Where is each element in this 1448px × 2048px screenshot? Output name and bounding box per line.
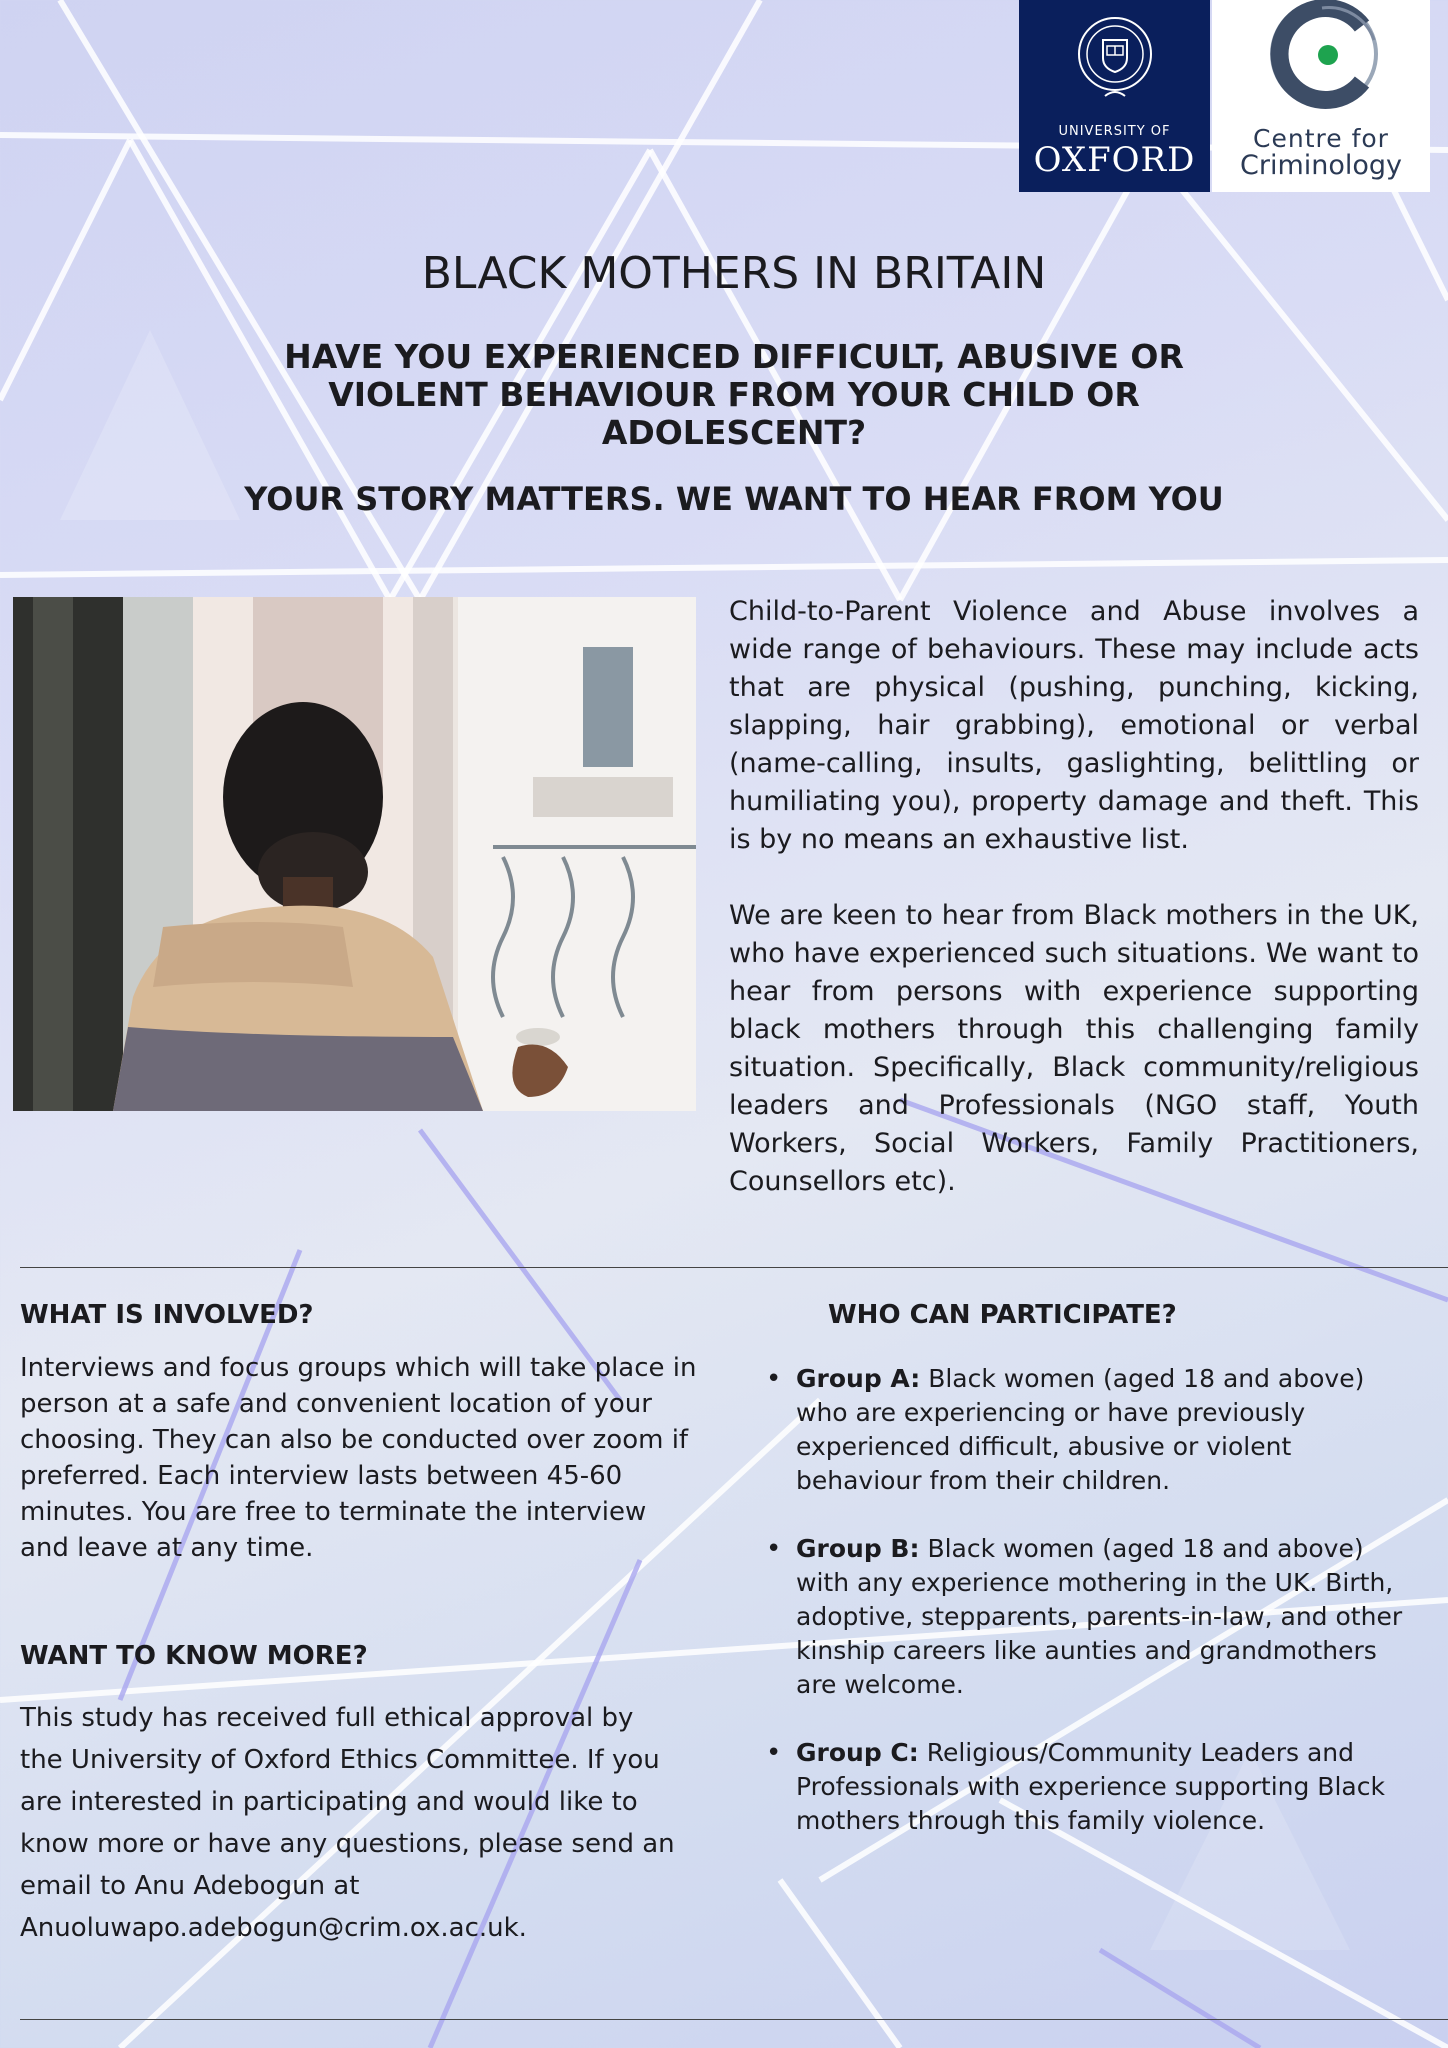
oxford-logo-line1: UNIVERSITY OF (1058, 124, 1171, 139)
participate-heading: WHO CAN PARTICIPATE? (828, 1300, 1177, 1330)
oxford-crest-icon (1075, 10, 1155, 106)
know-more-text: This study has received full ethical approval by the University of Oxford Ethics Committee. If you are interested in participating and would like to know more or have any questions, please send an email to Anu Adebogun at Anuoluwapo.adebogun@crim.ox.ac.uk. (20, 1703, 675, 1943)
list-item-group-c (760, 1736, 1410, 1838)
page-subtitle: HAVE YOU EXPERIENCED DIFFICULT, ABUSIVE OR VIOLENT BEHAVIOUR FROM YOUR CHILD OR ADOLESCENT? (284, 337, 1184, 452)
oxford-logo (1019, 0, 1210, 192)
page-title: BLACK MOTHERS IN BRITAIN (421, 248, 1047, 299)
page-tagline: YOUR STORY MATTERS. WE WANT TO HEAR FROM YOU (244, 480, 1224, 518)
criminology-logo-line1: Centre for (1253, 124, 1389, 153)
participant-groups-list (760, 1362, 1410, 1872)
oxford-logo-line2: OXFORD (1033, 140, 1196, 180)
know-more-heading: WANT TO KNOW MORE? (20, 1641, 368, 1671)
group-b-text: Black women (aged 18 and above) with any experience mothering in the UK. Birth, adoptive, stepparents, parents-in-law, and other kinship careers like aunties and grandmothers are welcome. (796, 1534, 1403, 1699)
criminology-logo (1212, 0, 1430, 192)
group-c-text: Religious/Community Leaders and Professionals with experience supporting Black mothers through this family violence. (796, 1738, 1385, 1835)
intro-paragraph-2: We are keen to hear from Black mothers in the UK, who have experienced such situations. We want to hear from persons with experience supporting black mothers through this challenging family situation. Specifically, Black community/religious leaders and Professionals (NGO staff, Youth Workers, Social Workers, Family Practitioners, Counsellors etc). (729, 900, 1419, 1197)
section-divider-bottom (20, 2019, 1448, 2020)
section-divider-top (20, 1267, 1448, 1268)
intro-text (729, 593, 1419, 1201)
criminology-c-icon (1262, 0, 1380, 112)
group-a-text: Black women (aged 18 and above) who are experiencing or have previously experienced difficult, abusive or violent behaviour from their children. (796, 1364, 1365, 1495)
criminology-logo-line2: Criminology (1239, 150, 1403, 181)
involved-heading: WHAT IS INVOLVED? (20, 1300, 314, 1330)
intro-paragraph-1: Child-to-Parent Violence and Abuse involves a wide range of behaviours. These may include acts that are physical (pushing, punching, kicking, slapping, hair grabbing), emotional or verbal (name-calling, insults, gaslighting, belittling or humiliating you), property damage and theft. This is by no means an exhaustive list. (729, 596, 1419, 855)
woman-at-window-photo (13, 597, 696, 1111)
list-item-group-b (760, 1532, 1410, 1702)
group-c-label: Group C: (796, 1738, 919, 1767)
list-item-group-a (760, 1362, 1410, 1498)
involved-text: Interviews and focus groups which will take place in person at a safe and convenient location of your choosing. They can also be conducted over zoom if preferred. Each interview lasts between 45-60 minutes. You are free to terminate the interview and leave at any time. (20, 1353, 697, 1563)
group-a-label: Group A: (796, 1364, 921, 1393)
group-b-label: Group B: (796, 1534, 920, 1563)
